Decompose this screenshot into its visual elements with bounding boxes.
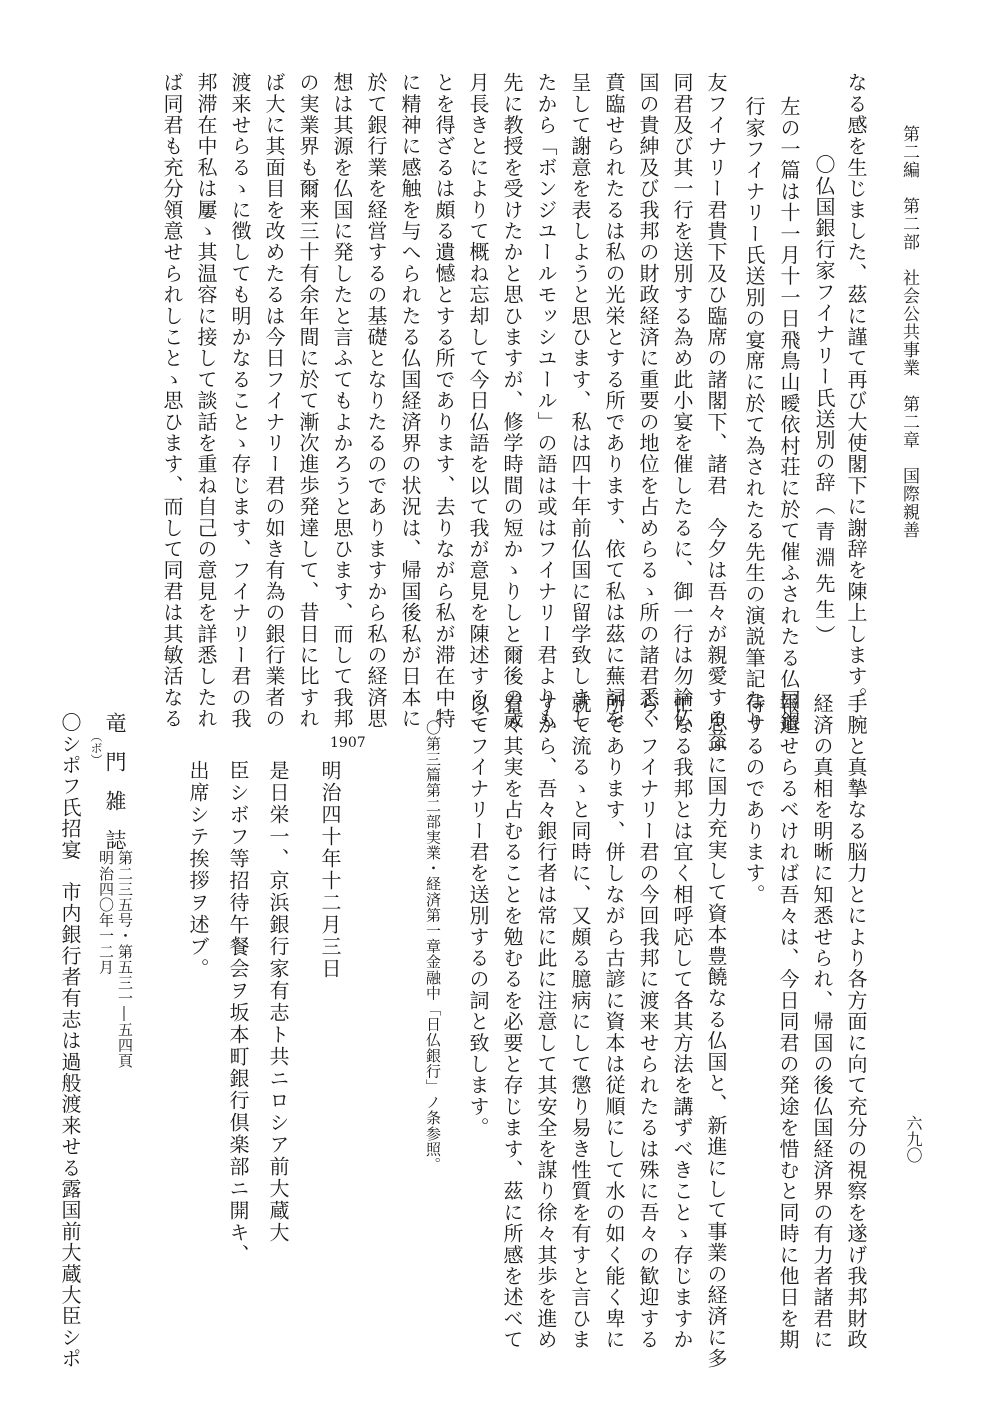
- text-line: に精神に感触を与へられたる仏国経済界の状況は、帰国後私が日本に: [398, 72, 422, 730]
- text-line: ら、フイナリー君の今回我邦に渡来せられたるは殊に吾々の歓迎する: [636, 693, 660, 1351]
- text-line: とを得ざるは頗る遺憾とする所であります、去りながら私が滞在中特: [432, 72, 456, 730]
- text-line: 呈して謝意を表しようと思ひます、私は四十年前仏国に留学致しまし: [568, 72, 592, 730]
- text-line: 待するのであります。: [742, 693, 766, 905]
- text-line: 所であります、併しながら古諺に資本は従順にして水の如く能く卑に: [602, 693, 626, 1351]
- text-line: 思ふに国力充実して資本豊饒なる仏国と、新進にして事業の経済に多: [704, 712, 728, 1370]
- text-line: 国の貴紳及び我邦の財政経済に重要の地位を占めらるゝ所の諸君悉く: [636, 72, 660, 730]
- speaker-note: （青淵先生）: [812, 495, 836, 651]
- text-line: 報道せらるべければ吾々は、今日同君の発途を惜むと同時に他日を期: [776, 693, 800, 1351]
- text-line: 想は其源を仏国に発したと言ふてもよかろうと思ひます、而して我邦: [330, 72, 354, 730]
- text-line: 賁臨せられたるは私の光栄とする所であります、依て私は茲に蕪詞を: [602, 72, 626, 730]
- source-date: 明治四〇年一二月: [97, 850, 115, 975]
- entry-text-line: 是日栄一、京浜銀行家有志ト共ニロシア前大蔵大: [266, 760, 290, 1244]
- page-number: 六九〇: [904, 1115, 923, 1163]
- text-line: 邦滞在中私は屢ゝ其温容に接して談話を重ね自己の意見を詳悉したれ: [194, 72, 218, 730]
- entry-text-line: 出席シテ挨拶ヲ述ブ。: [186, 760, 210, 980]
- text-line: 行家フイナリー氏送別の宴席に於て為されたる先生の演説筆記なり: [742, 96, 766, 732]
- ruby-annotation: （ボ）: [89, 730, 103, 766]
- text-line: 於て銀行業を経営するの基礎となりたるのでありますから私の経済思: [364, 72, 388, 730]
- text-line: たから「ボンジユールモッシユール」の語は或はフイナリー君よりも: [534, 72, 558, 730]
- article-line: 〇シポフ氏招宴 市内銀行者有志は過般渡来せる露国前大蔵大臣シポ: [58, 712, 82, 1370]
- text-line: 以てフイナリー君を送別するの詞と致します。: [466, 693, 490, 1139]
- text-line: ば同君も充分領意せられしことゝ思ひます、而して同君は其敏活なる: [160, 72, 184, 730]
- entry-text-line: 臣シボフ等招待午餐会ヲ坂本町銀行倶楽部ニ開キ、: [226, 760, 250, 1266]
- section-heading: 〇仏国銀行家フイナリー氏送別の辞: [812, 154, 836, 494]
- text-line: 先に教授を受けたかと思ひますが、修学時間の短かゝりしと爾後の歳: [500, 72, 524, 730]
- entry-date: 明治四十年十二月三日: [318, 760, 342, 980]
- source-issue: 第二三五号・第五三一―五四頁: [116, 850, 134, 1069]
- text-line: 経済の真相を明晰に知悉せられ、帰国の後仏国経済界の有力者諸君に: [810, 693, 834, 1351]
- text-line: 着々其実を占むることを勉むるを必要と存じます、茲に所感を述べて: [500, 693, 524, 1351]
- running-header: 第二編 第二部 社会公共事業 第二章 国際親善: [899, 125, 919, 539]
- text-line: の実業界も爾来三十有余年間に於て漸次進歩発達して、昔日に比すれ: [296, 72, 320, 730]
- cross-reference-note: 〇第三篇第二部実業・経済第一章金融中「日仏銀行」ノ条参照。: [424, 720, 442, 1173]
- text-line: なる感を生じました、茲に謹て再び大使閣下に謝辞を陳上します。: [844, 72, 868, 708]
- text-line: 同君及び其一行を送別する為め此小宴を催したるに、御一行は勿論仏: [670, 72, 694, 730]
- text-line: 友フイナリー君貴下及ひ臨席の諸閣下、諸君 今夕は吾々が親愛する益: [704, 72, 728, 751]
- text-line: ば大に其面目を改めたるは今日フイナリー君の如き有為の銀行業者の: [262, 72, 286, 730]
- text-line: 就て流るゝと同時に、又頗る臆病にして懲り易き性質を有すと言ひま: [568, 693, 592, 1351]
- text-line: 渡来せらるゝに徴しても明かなることゝ存じます、フイナリー君の我: [228, 72, 252, 730]
- western-year: 1907: [330, 735, 366, 751]
- text-line: 左の一篇は十一月十一日飛鳥山曖依村荘に於て催ふされたる仏国銀: [777, 96, 801, 732]
- text-line: 月長きとによりて概ね忘却して今日仏語を以て我が意見を陳述するこ: [466, 72, 490, 730]
- source-title: 竜門雑誌: [103, 712, 127, 868]
- text-line: 忙なる我邦とは宜く相呼応して各其方法を講ずべきことゝ存じますか: [670, 693, 694, 1351]
- text-line: すから、吾々銀行者は常に此に注意して其安全を謀り徐々其歩を進め: [534, 693, 558, 1351]
- text-line: 手腕と真摯なる脳力とにより各方面に向て充分の視察を遂げ我邦財政: [844, 693, 868, 1351]
